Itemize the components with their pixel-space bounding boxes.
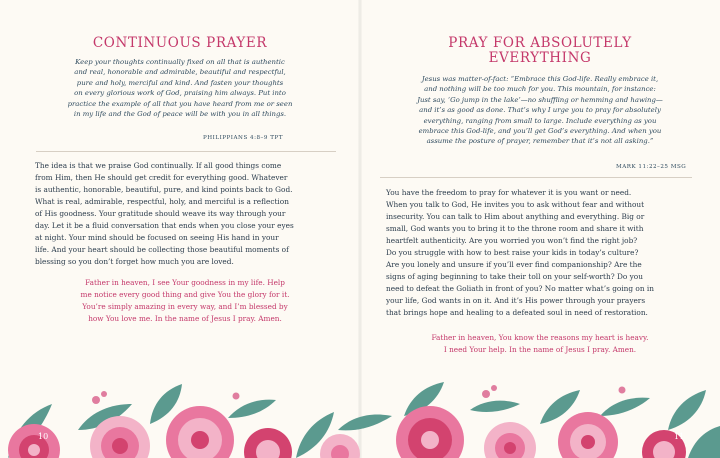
right-body-text [386, 187, 716, 320]
quote-line: in my life and the God of peace will be with you in all things. [73, 110, 287, 119]
left-body-text [35, 160, 350, 268]
quote-line: embrace this God-life, and you’ll get God’s everything. And when you [418, 127, 662, 136]
quote-line: Just say, ‘Go jump in the lake’—no shuffling or hemming and hawing— [417, 95, 663, 104]
body-line: need to defeat the Goliath in front of you? No matter what’s going on in [386, 284, 655, 294]
quote-line: on every glorious work of God, praising him always. Put into [74, 89, 286, 98]
body-line: day. Let it be a fluid conversation that ends when you close your eyes [35, 221, 294, 231]
quote-line: and it’s as good as done. That’s why I urge you to pray for absolutely [419, 106, 661, 115]
body-line: from Him, then He should get credit for everything good. Whatever [35, 173, 288, 183]
prayer-line: I need Your help. In the name of Jesus I pray. Amen. [443, 345, 637, 354]
prayer-line: You’re simply amazing in every way, and I’m blessed by [82, 302, 288, 311]
quote-line: Keep your thoughts continually fixed on all that is authentic [75, 58, 285, 66]
body-line: You have the freedom to pray for whatever it is you want or need. [386, 188, 632, 197]
left-prayer [30, 277, 340, 325]
body-line: of His goodness. Your gratitude should weave its way through your [35, 209, 286, 219]
right-page-title [380, 36, 700, 66]
left-page-title: CONTINUOUS PRAYER [92, 35, 268, 51]
prayer-line: how You love me. In the name of Jesus I pray. Amen. [88, 314, 282, 323]
body-line: life. And your heart should be collecting those beautiful moments of [35, 245, 289, 255]
title-line: PRAY FOR ABSOLUTELY [448, 35, 632, 51]
left-page-number: 10 [38, 432, 49, 441]
prayer-line: me notice every good thing and give You the glory for it. [80, 290, 290, 299]
body-line: at night. Your mind should be focused on seeing His hand in your [35, 233, 279, 243]
body-line: blessing so you don’t forget how much you are loved. [35, 257, 234, 267]
prayer-line: Father in heaven, You know the reasons my heart is heavy. [431, 333, 649, 342]
title-line: EVERYTHING [488, 50, 592, 66]
quote-line: pure and holy, merciful and kind. And fasten your thoughts [76, 78, 284, 87]
quote-line: everything, ranging from small to large. Include everything as you [423, 116, 657, 125]
quote-line: practice the example of all that you have heard from me or seen [67, 99, 293, 108]
left-scripture-reference: PHILIPPIANS 4:8–9 TPT [203, 135, 283, 141]
body-line: Do you struggle with how to best raise your kids in today’s culture? [386, 248, 639, 258]
body-line: The idea is that we praise God continually. If all good things come [35, 161, 282, 170]
quote-line: assume the posture of prayer, remember that it’s not all asking.” [426, 137, 654, 146]
right-prayer [380, 332, 700, 356]
body-line: is authentic, honorable, beautiful, pure, and kind points back to God. [35, 185, 293, 195]
body-line: When you talk to God, He invites you to ask without fear and without [386, 200, 645, 210]
quote-line: and nothing will be too much for you. This mountain, for instance: [424, 85, 656, 94]
prayer-line: Father in heaven, I see Your goodness in my life. Help [85, 278, 285, 287]
left-scripture-quote [18, 57, 342, 119]
body-line: your life, God wants in on it. And it’s His power through your prayers [386, 296, 646, 306]
quote-line: and real, honorable and admirable, beautiful and respectful, [74, 68, 286, 77]
right-scripture-reference: MARK 11:22–25 MSG [616, 164, 687, 170]
body-line: small, God wants you to bring it to the throne room and share it with [386, 224, 644, 234]
right-page-number: 11 [674, 432, 685, 441]
quote-line: Jesus was matter-of-fact: “Embrace this God-life. Really embrace it, [421, 75, 659, 83]
body-line: Are you lonely and unsure if you’ll ever find companionship? Are the [386, 260, 642, 270]
body-line: signs of aging beginning to take their toll on your self-worth? Do you [386, 272, 643, 282]
body-line: insecurity. You can talk to Him about anything and everything. Big or [386, 212, 645, 222]
floral-border-illustration [0, 360, 720, 458]
body-line: heartfelt authenticity. Are you worried you won’t find the right job? [386, 236, 638, 246]
body-line: that brings hope and healing to a defeated soul in need of restoration. [386, 308, 648, 318]
right-scripture-quote [372, 74, 708, 147]
body-line: What is real, admirable, respectful, holy, and merciful is a reflection [35, 197, 289, 207]
section-divider [380, 177, 692, 178]
section-divider [36, 151, 336, 152]
